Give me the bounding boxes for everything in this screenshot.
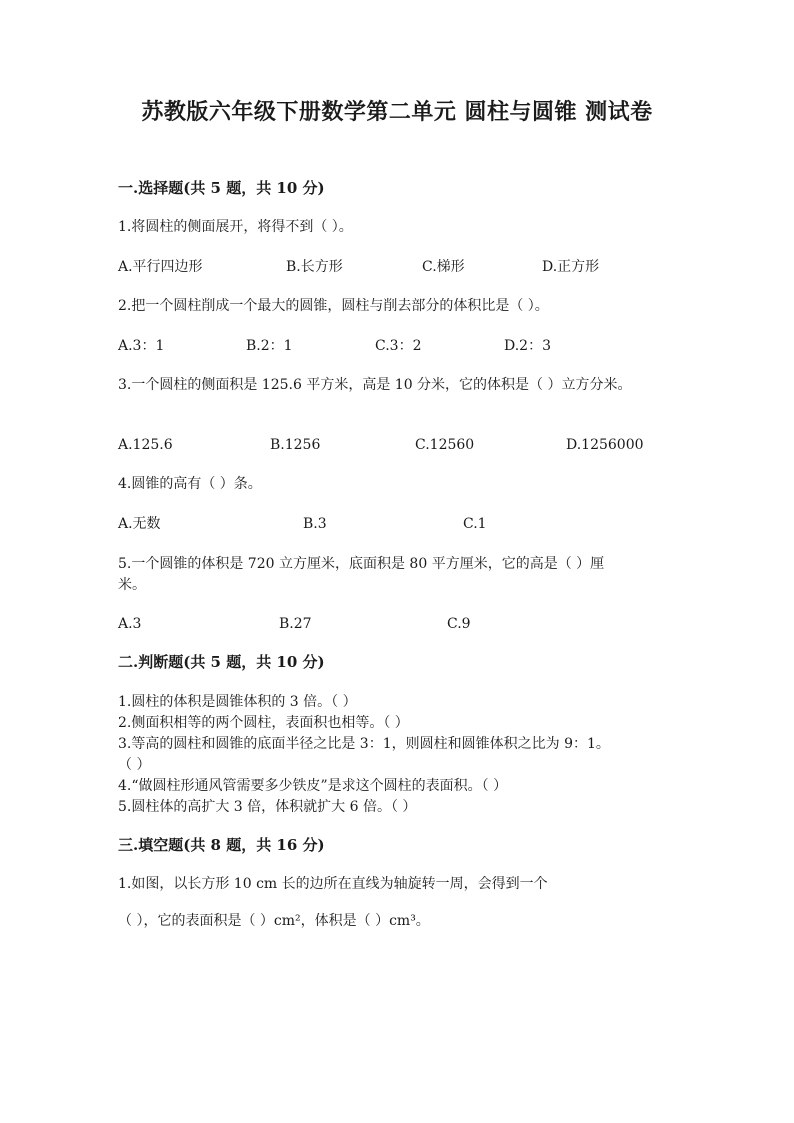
question-text: 4.圆锥的高有（ ）条。	[118, 476, 262, 492]
option-c: C.9	[447, 616, 471, 632]
option-row	[118, 614, 678, 634]
option-b: B.3	[303, 516, 327, 532]
question-text: 5.一个圆锥的体积是 720 立方厘米，底面积是 80 平方厘米，它的高是（ ）厘米。	[118, 556, 605, 593]
option-row	[118, 514, 678, 534]
option-b: B.2：1	[246, 338, 293, 354]
option-a: A.3：1	[118, 338, 165, 354]
exam-title: 苏教版六年级下册数学第二单元 圆柱与圆锥 测试卷	[141, 99, 653, 125]
option-row	[118, 435, 678, 455]
option-c: C.12560	[415, 437, 475, 453]
judgment-item: 5.圆柱体的高扩大 3 倍，体积就扩大 6 倍。（ ）	[118, 799, 417, 815]
section-heading-choice: 一.选择题(共 5 题，共 10 分)	[118, 179, 325, 197]
option-d: D.1256000	[566, 437, 644, 453]
judgment-item-continuation: （ ）	[118, 757, 151, 773]
section-heading-fill: 三.填空题(共 8 题，共 16 分)	[118, 836, 325, 854]
option-d: D.正方形	[542, 259, 600, 275]
option-a: A.平行四边形	[118, 259, 203, 275]
option-c: C.3：2	[375, 338, 422, 354]
fill-item-continuation: （ ），它的表面积是（ ）cm²，体积是（ ）cm³。	[118, 913, 430, 929]
option-b: B.长方形	[286, 259, 343, 275]
question-text: 1.将圆柱的侧面展开，将得不到（ ）。	[118, 219, 353, 235]
option-a: A.无数	[118, 516, 161, 532]
fill-item: 1.如图，以长方形 10 cm 长的边所在直线为轴旋转一周，会得到一个	[118, 876, 548, 892]
judgment-item: 2.侧面积相等的两个圆柱，表面积也相等。（ ）	[118, 715, 409, 731]
option-a: A.125.6	[118, 437, 173, 453]
option-b: B.1256	[270, 437, 321, 453]
option-c: C.梯形	[422, 259, 465, 275]
option-d: D.2：3	[504, 338, 551, 354]
judgment-item: 4.“做圆柱形通风管需要多少铁皮”是求这个圆柱的表面积。（ ）	[118, 778, 508, 794]
question-text: 2.把一个圆柱削成一个最大的圆锥，圆柱与削去部分的体积比是（ ）。	[118, 298, 549, 314]
option-a: A.3	[118, 616, 142, 632]
question-text: 3.一个圆柱的侧面积是 125.6 平方米，高是 10 分米，它的体积是（ ）立方分米。	[118, 377, 632, 393]
section-heading-judgment: 二.判断题(共 5 题，共 10 分)	[118, 653, 325, 671]
option-row	[118, 336, 678, 356]
option-row	[118, 257, 678, 277]
option-b: B.27	[279, 616, 312, 632]
option-c: C.1	[463, 516, 487, 532]
judgment-item: 3.等高的圆柱和圆锥的底面半径之比是 3：1，则圆柱和圆锥体积之比为 9：1。	[118, 736, 610, 752]
judgment-item: 1.圆柱的体积是圆锥体积的 3 倍。（ ）	[118, 694, 357, 710]
